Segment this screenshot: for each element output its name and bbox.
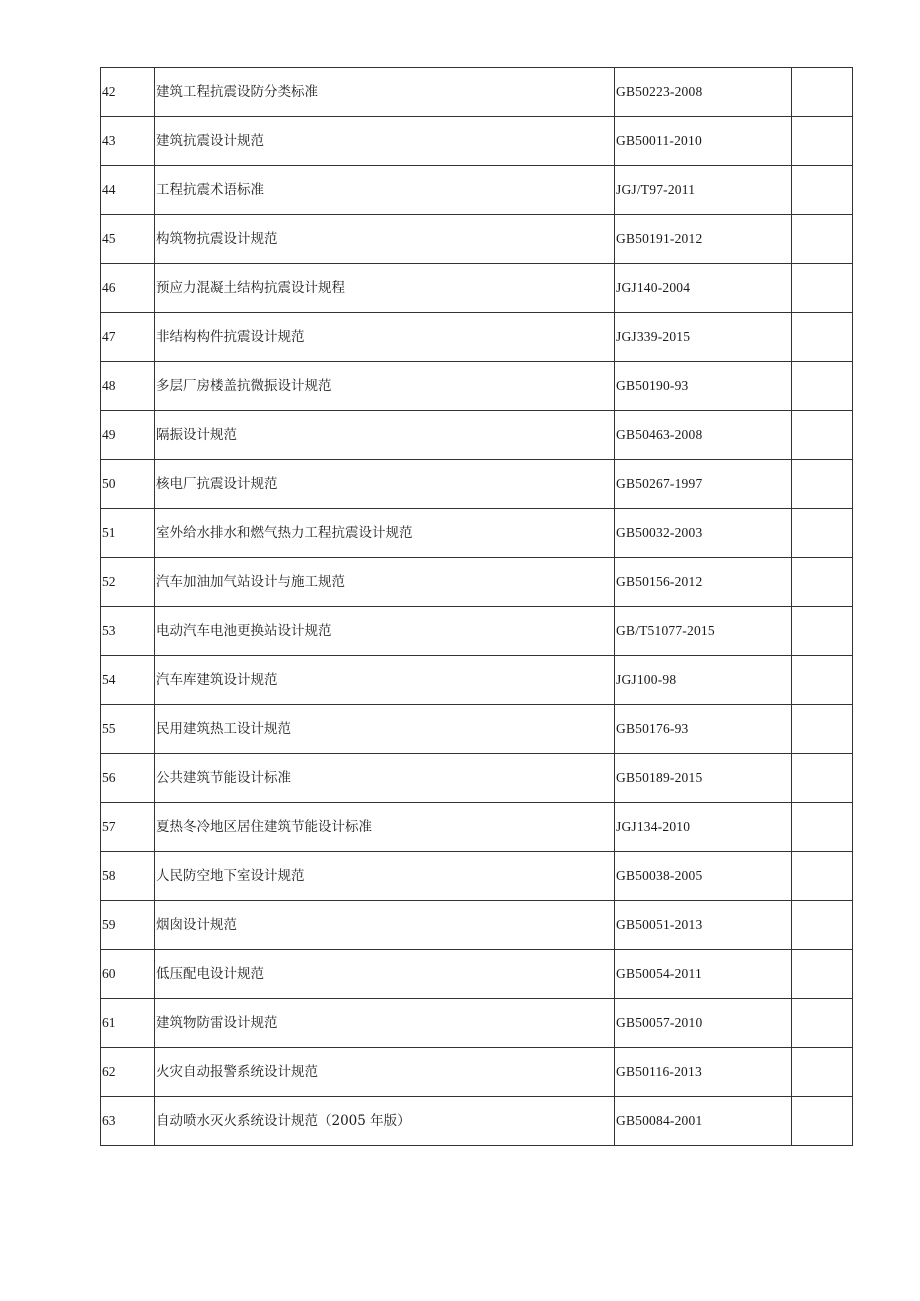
table-row <box>101 215 853 264</box>
table-row <box>101 264 853 313</box>
standard-code: GB50057-2010 <box>615 999 792 1048</box>
row-number: 62 <box>101 1048 155 1097</box>
standard-code: GB50084-2001 <box>615 1097 792 1146</box>
row-number: 54 <box>101 656 155 705</box>
remarks-cell <box>792 705 853 754</box>
row-number: 63 <box>101 1097 155 1146</box>
standard-name: 人民防空地下室设计规范 <box>155 852 615 901</box>
standard-code: GB50463-2008 <box>615 411 792 460</box>
table-row <box>101 460 853 509</box>
standard-name: 火灾自动报警系统设计规范 <box>155 1048 615 1097</box>
remarks-cell <box>792 999 853 1048</box>
table-row <box>101 411 853 460</box>
standard-name: 非结构构件抗震设计规范 <box>155 313 615 362</box>
remarks-cell <box>792 313 853 362</box>
standard-code: GB50054-2011 <box>615 950 792 999</box>
standard-name: 预应力混凝土结构抗震设计规程 <box>155 264 615 313</box>
row-number: 51 <box>101 509 155 558</box>
row-number: 60 <box>101 950 155 999</box>
standard-code: GB50190-93 <box>615 362 792 411</box>
table-row <box>101 656 853 705</box>
row-number: 42 <box>101 68 155 117</box>
row-number: 44 <box>101 166 155 215</box>
remarks-cell <box>792 1048 853 1097</box>
standard-name: 工程抗震术语标准 <box>155 166 615 215</box>
remarks-cell <box>792 68 853 117</box>
table-row <box>101 1048 853 1097</box>
row-number: 46 <box>101 264 155 313</box>
row-number: 55 <box>101 705 155 754</box>
remarks-cell <box>792 901 853 950</box>
standard-name: 构筑物抗震设计规范 <box>155 215 615 264</box>
table-row <box>101 901 853 950</box>
standard-code: GB50176-93 <box>615 705 792 754</box>
standard-name: 建筑抗震设计规范 <box>155 117 615 166</box>
remarks-cell <box>792 803 853 852</box>
row-number: 52 <box>101 558 155 607</box>
standard-code: GB50051-2013 <box>615 901 792 950</box>
standard-name: 夏热冬冷地区居住建筑节能设计标准 <box>155 803 615 852</box>
table-row <box>101 852 853 901</box>
row-number: 56 <box>101 754 155 803</box>
row-number: 59 <box>101 901 155 950</box>
row-number: 61 <box>101 999 155 1048</box>
row-number: 58 <box>101 852 155 901</box>
remarks-cell <box>792 607 853 656</box>
row-number: 43 <box>101 117 155 166</box>
remarks-cell <box>792 950 853 999</box>
remarks-cell <box>792 852 853 901</box>
remarks-cell <box>792 264 853 313</box>
remarks-cell <box>792 1097 853 1146</box>
table-row <box>101 117 853 166</box>
remarks-cell <box>792 117 853 166</box>
standard-code: GB50191-2012 <box>615 215 792 264</box>
table-row <box>101 558 853 607</box>
standard-name: 汽车库建筑设计规范 <box>155 656 615 705</box>
standard-name: 公共建筑节能设计标准 <box>155 754 615 803</box>
remarks-cell <box>792 754 853 803</box>
table-row <box>101 803 853 852</box>
standard-code: GB50189-2015 <box>615 754 792 803</box>
standard-name: 低压配电设计规范 <box>155 950 615 999</box>
table-row <box>101 1097 853 1146</box>
standard-code: GB50032-2003 <box>615 509 792 558</box>
remarks-cell <box>792 362 853 411</box>
table-row <box>101 362 853 411</box>
standard-code: GB50038-2005 <box>615 852 792 901</box>
standards-table <box>100 67 853 1146</box>
remarks-cell <box>792 215 853 264</box>
standard-name: 烟囱设计规范 <box>155 901 615 950</box>
remarks-cell <box>792 460 853 509</box>
table-row <box>101 509 853 558</box>
standard-code: JGJ339-2015 <box>615 313 792 362</box>
standard-name: 自动喷水灭火系统设计规范（2005 年版） <box>155 1097 615 1146</box>
standard-code: JGJ100-98 <box>615 656 792 705</box>
table-row <box>101 754 853 803</box>
standard-code: JGJ134-2010 <box>615 803 792 852</box>
remarks-cell <box>792 166 853 215</box>
standard-name: 电动汽车电池更换站设计规范 <box>155 607 615 656</box>
standard-code: GB50116-2013 <box>615 1048 792 1097</box>
row-number: 49 <box>101 411 155 460</box>
row-number: 47 <box>101 313 155 362</box>
remarks-cell <box>792 558 853 607</box>
remarks-cell <box>792 509 853 558</box>
row-number: 50 <box>101 460 155 509</box>
row-number: 48 <box>101 362 155 411</box>
standard-name: 室外给水排水和燃气热力工程抗震设计规范 <box>155 509 615 558</box>
table-row <box>101 68 853 117</box>
standards-table-body <box>101 68 853 1146</box>
standard-code: GB/T51077-2015 <box>615 607 792 656</box>
standard-name: 民用建筑热工设计规范 <box>155 705 615 754</box>
remarks-cell <box>792 411 853 460</box>
standard-code: GB50156-2012 <box>615 558 792 607</box>
table-row <box>101 950 853 999</box>
table-row <box>101 705 853 754</box>
table-row <box>101 313 853 362</box>
standard-name: 建筑工程抗震设防分类标准 <box>155 68 615 117</box>
row-number: 45 <box>101 215 155 264</box>
table-row <box>101 999 853 1048</box>
standard-code: JGJ140-2004 <box>615 264 792 313</box>
standard-code: GB50267-1997 <box>615 460 792 509</box>
standard-name: 多层厂房楼盖抗微振设计规范 <box>155 362 615 411</box>
table-row <box>101 166 853 215</box>
row-number: 57 <box>101 803 155 852</box>
standard-code: GB50011-2010 <box>615 117 792 166</box>
row-number: 53 <box>101 607 155 656</box>
standard-code: GB50223-2008 <box>615 68 792 117</box>
table-row <box>101 607 853 656</box>
standard-name: 核电厂抗震设计规范 <box>155 460 615 509</box>
remarks-cell <box>792 656 853 705</box>
standard-name: 汽车加油加气站设计与施工规范 <box>155 558 615 607</box>
standard-name: 建筑物防雷设计规范 <box>155 999 615 1048</box>
standard-code: JGJ/T97-2011 <box>615 166 792 215</box>
standard-name: 隔振设计规范 <box>155 411 615 460</box>
